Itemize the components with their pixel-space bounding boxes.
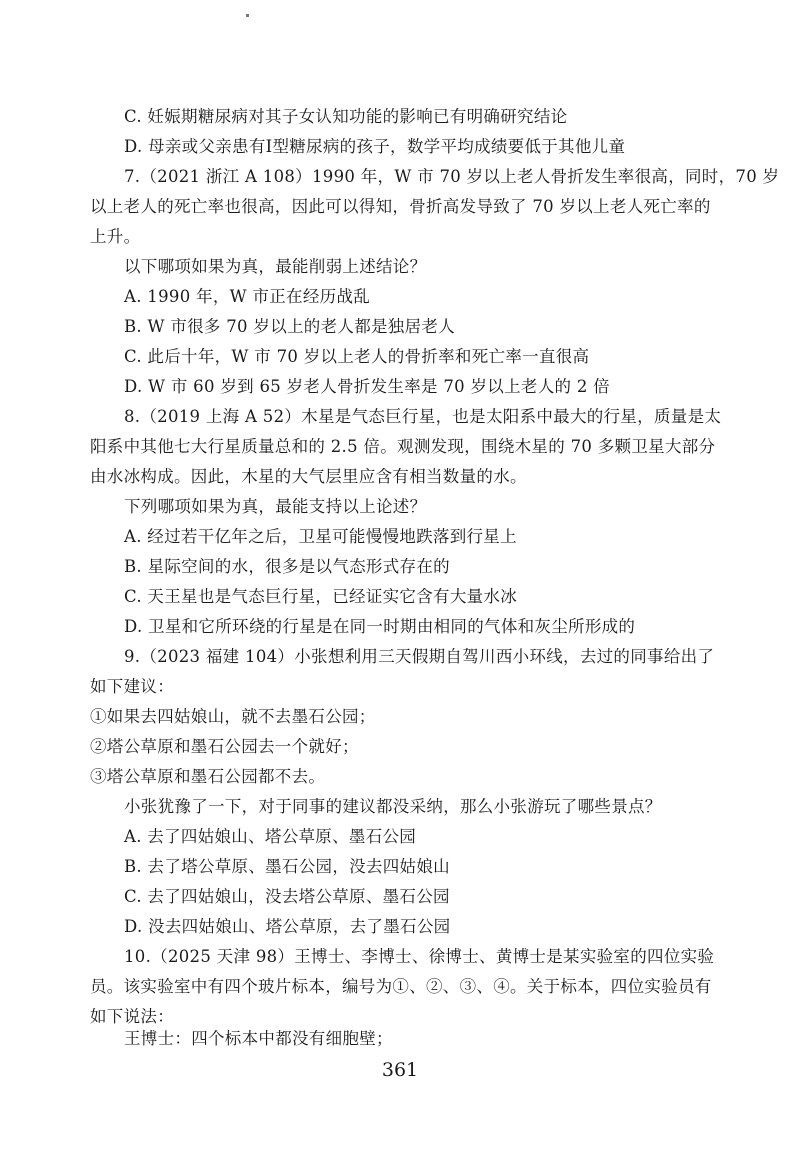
line-question-8-stem: 8.（2019 上海 A 52）木星是气态巨行星，也是太阳系中最大的行星，质量是太 [124, 407, 722, 426]
line-option-a-q7: A. 1990 年，W 市正在经历战乱 [124, 287, 371, 306]
scan-speck [246, 14, 249, 17]
line-question-9-cont: 如下建议： [90, 677, 174, 696]
line-suggestion-2: ②塔公草原和墨石公园去一个就好； [90, 737, 359, 756]
line-question-10-cont: 员。该实验室中有四个玻片标本，编号为①、②、③、④。关于标本，四位实验员有 [90, 977, 712, 996]
line-question-10-end: 如下说法： [90, 1007, 174, 1026]
line-option-a-q8: A. 经过若干亿年之后，卫星可能慢慢地跌落到行星上 [124, 527, 517, 546]
line-question-8-prompt: 下列哪项如果为真，最能支持以上论述？ [124, 497, 427, 516]
line-option-b-q8: B. 星际空间的水，很多是以气态形式存在的 [124, 557, 450, 576]
line-option-d-q9: D. 没去四姑娘山、塔公草原，去了墨石公园 [124, 917, 451, 936]
line-option-b-q7: B. W 市很多 70 岁以上的老人都是独居老人 [124, 317, 456, 336]
line-question-8-end: 由水冰构成。因此，木星的大气层里应含有相当数量的水。 [90, 467, 527, 486]
line-option-d-q7: D. W 市 60 岁到 65 岁老人骨折发生率是 70 岁以上老人的 2 倍 [124, 377, 610, 396]
line-option-b-q9: B. 去了塔公草原、墨石公园，没去四姑娘山 [124, 857, 450, 876]
line-question-7-cont: 以上老人的死亡率也很高，因此可以得知，骨折高发导致了 70 岁以上老人死亡率的 [90, 197, 711, 216]
line-option-d-q6: D. 母亲或父亲患有Ⅰ型糖尿病的孩子，数学平均成绩要低于其他儿童 [124, 137, 626, 156]
line-suggestion-3: ③塔公草原和墨石公园都不去。 [90, 767, 326, 786]
line-statement-wang: 王博士：四个标本中都没有细胞壁； [124, 1029, 393, 1048]
line-option-c-q6: C. 妊娠期糖尿病对其子女认知功能的影响已有明确研究结论 [124, 107, 568, 126]
line-question-7-prompt: 以下哪项如果为真，最能削弱上述结论？ [124, 257, 427, 276]
line-option-c-q7: C. 此后十年，W 市 70 岁以上老人的骨折率和死亡率一直很高 [124, 347, 590, 366]
line-option-d-q8: D. 卫星和它所环绕的行星是在同一时期由相同的气体和灰尘所形成的 [124, 617, 636, 636]
line-option-c-q9: C. 去了四姑娘山，没去塔公草原、墨石公园 [124, 887, 450, 906]
line-question-9-prompt: 小张犹豫了一下，对于同事的建议都没采纳，那么小张游玩了哪些景点？ [124, 797, 662, 816]
line-question-7-stem: 7.（2021 浙江 A 108）1990 年，W 市 70 岁以上老人骨折发生率很高，同时，70 岁 [124, 167, 780, 186]
line-question-10-stem: 10.（2025 天津 98）王博士、李博士、徐博士、黄博士是某实验室的四位实验 [124, 947, 715, 966]
page-number: 361 [381, 1059, 419, 1081]
line-question-9-stem: 9.（2023 福建 104）小张想利用三天假期自驾川西小环线，去过的同事给出了 [124, 647, 715, 666]
line-suggestion-1: ①如果去四姑娘山，就不去墨石公园； [90, 707, 376, 726]
line-question-7-end: 上升。 [90, 227, 141, 246]
line-option-a-q9: A. 去了四姑娘山、塔公草原、墨石公园 [124, 827, 417, 846]
line-question-8-cont: 阳系中其他七大行星质量总和的 2.5 倍。观测发现，围绕木星的 70 多颗卫星大部分 [90, 437, 716, 456]
line-option-c-q8: C. 天王星也是气态巨行星，已经证实它含有大量水冰 [124, 587, 518, 606]
